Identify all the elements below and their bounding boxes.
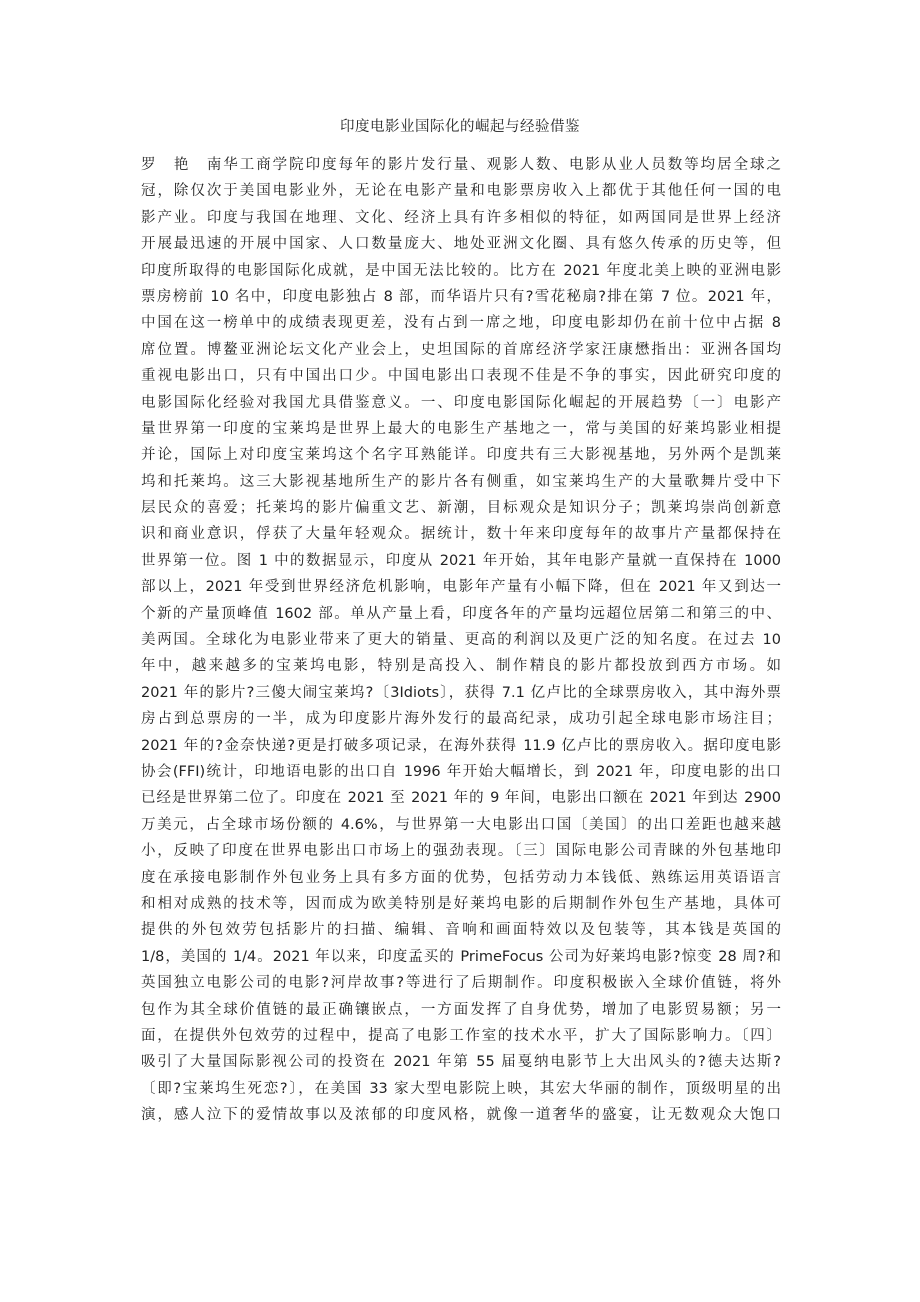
body-line: 小，反映了印度在世界电影出口市场上的强劲表现。〔三〕国际电影公司青睐的外包基地印: [141, 843, 781, 860]
body-line: 层民众的喜爱；托莱坞的影片偏重文艺、新潮，目标观众是知识分子；凯莱坞崇尚创新意: [141, 500, 781, 517]
body-line: 面，在提供外包效劳的过程中，提高了电影工作室的技术水平，扩大了国际影响力。〔四〕: [141, 1027, 781, 1044]
body-line: 年中，越来越多的宝莱坞电影，特别是高投入、制作精良的影片都投放到西方市场。如: [141, 658, 781, 675]
body-line: 坞和托莱坞。这三大影视基地所生产的影片各有侧重，如宝莱坞生产的大量歌舞片受中下: [141, 473, 781, 490]
body-line: 〔即?宝莱坞生死恋?〕，在美国 33 家大型电影院上映，其宏大华丽的制作，顶级明星的出: [141, 1080, 781, 1097]
body-line: 1/8，美国的 1/4。2021 年以来，印度孟买的 PrimeFocus 公司为好莱坞电影?惊变 28 周?和: [141, 948, 781, 965]
body-line: 识和商业意识，俘获了大量年轻观众。据统计，数十年来印度每年的故事片产量都保持在: [141, 526, 781, 543]
body-line: 房占到总票房的一半，成为印度影片海外发行的最高纪录，成功引起全球电影市场注目；: [141, 711, 781, 728]
body-line: 并论，国际上对印度宝莱坞这个名字耳熟能详。印度共有三大影视基地，另外两个是凯莱: [141, 447, 781, 464]
body-line: 已经是世界第二位了。印度在 2021 至 2021 年的 9 年间，电影出口额在 2021 年到达 2900: [141, 790, 781, 807]
body-line: 协会(FFI)统计，印地语电影的出口自 1996 年开始大幅增长，到 2021 年，印度电影的出口: [141, 763, 781, 780]
body-line: 美两国。全球化为电影业带来了更大的销量、更高的利润以及更广泛的知名度。在过去 10: [141, 632, 781, 649]
body-line: 度在承接电影制作外包业务上具有多方面的优势，包括劳动力本钱低、熟练运用英语语言: [141, 869, 781, 886]
body-line: 个新的产量顶峰值 1602 部。单从产量上看，印度各年的产量均远超位居第二和第三的中、: [141, 605, 781, 622]
body-line: 冠，除仅次于美国电影业外，无论在电影产量和电影票房收入上都优于其他任何一国的电: [141, 183, 781, 200]
body-line: 和相对成熟的技术等，因而成为欧美特别是好莱坞电影的后期制作外包生产基地，具体可: [141, 895, 781, 912]
document-body: [141, 152, 781, 1128]
body-line: 量世界第一印度的宝莱坞是世界上最大的电影生产基地之一，常与美国的好莱坞影业相提: [141, 420, 781, 437]
body-line: 重视电影出口，只有中国出口少。中国电影出口表现不佳是不争的事实，因此研究印度的: [141, 368, 781, 385]
body-line: 提供的外包效劳包括影片的扫描、编辑、音响和画面特效以及包装等，其本钱是英国的: [141, 922, 781, 939]
body-line: 部以上，2021 年受到世界经济危机影响，电影年产量有小幅下降，但在 2021 年又到达一: [141, 579, 781, 596]
body-line: 影产业。印度与我国在地理、文化、经济上具有许多相似的特征，如两国同是世界上经济: [141, 209, 781, 226]
body-line: 2021 年的影片?三傻大闹宝莱坞?〔3Idiots〕，获得 7.1 亿卢比的全球票房收入，其中海外票: [141, 684, 781, 701]
body-line: 包作为其全球价值链的最正确镶嵌点，一方面发挥了自身优势，增加了电影贸易额；另一: [141, 1001, 781, 1018]
body-line: 2021 年的?金奈快递?更是打破多项记录，在海外获得 11.9 亿卢比的票房收入。据印度电影: [141, 737, 781, 754]
body-line: 世界第一位。图 1 中的数据显示，印度从 2021 年开始，其年电影产量就一直保持在 1000: [141, 552, 781, 569]
body-line: 演，感人泣下的爱情故事以及浓郁的印度风格，就像一道奢华的盛宴，让无数观众大饱口: [141, 1107, 781, 1124]
body-line: 开展最迅速的开展中国家、人口数量庞大、地处亚洲文化圈、具有悠久传承的历史等，但: [141, 236, 781, 253]
body-line: 印度所取得的电影国际化成就，是中国无法比较的。比方在 2021 年度北美上映的亚洲电影: [141, 262, 781, 279]
body-line: 英国独立电影公司的电影?河岸故事?等进行了后期制作。印度积极嵌入全球价值链，将外: [141, 975, 781, 992]
body-line: 罗 艳 南华工商学院印度每年的影片发行量、观影人数、电影从业人员数等均居全球之: [141, 157, 781, 173]
body-line: 吸引了大量国际影视公司的投资在 2021 年第 55 届戛纳电影节上大出风头的?德夫达斯?: [141, 1054, 781, 1071]
body-line: 万美元，占全球市场份额的 4.6%，与世界第一大电影出口国〔美国〕的出口差距也越来越: [141, 816, 781, 833]
body-line: 席位置。博鳌亚洲论坛文化产业会上，史坦国际的首席经济学家汪康懋指出：亚洲各国均: [141, 341, 781, 358]
body-line: 电影国际化经验对我国尤具借鉴意义。一、印度电影国际化崛起的开展趋势〔一〕电影产: [141, 394, 781, 411]
body-line: 中国在这一榜单中的成绩表现更差，没有占到一席之地，印度电影却仍在前十位中占据 8: [141, 315, 781, 332]
document-title: 印度电影业国际化的崛起与经验借鉴: [340, 119, 580, 135]
body-line: 票房榜前 10 名中，印度电影独占 8 部，而华语片只有?雪花秘扇?排在第 7 位。2021 年，: [141, 288, 781, 305]
